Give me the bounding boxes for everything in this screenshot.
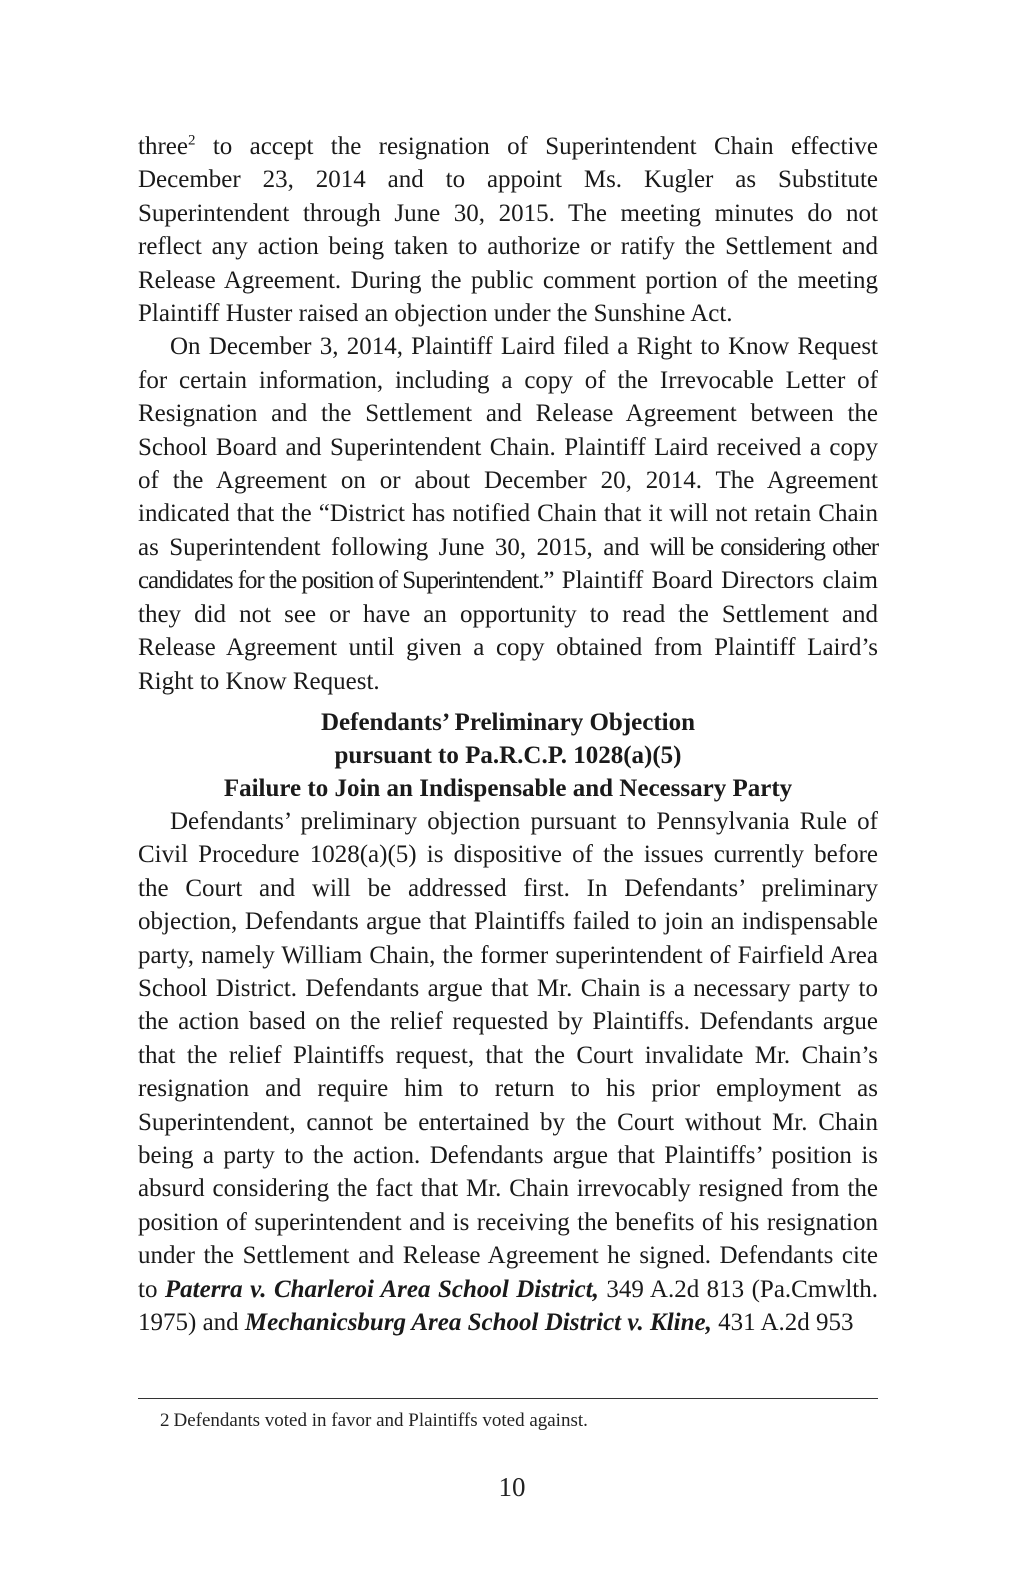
paragraph-text: 431 A.2d 953 (711, 1309, 854, 1336)
heading-line-2: pursuant to Pa.R.C.P. 1028(a)(5) (334, 741, 682, 769)
paragraph-text: Defendants’ preliminary objection pursuant to Pennsylvania Rule of Civil Procedure 1028(a)(5) is dispositive of the issues currently before the Court and will be addressed first. In Defendants’ preliminary objection, Defendants argue that Plaintiffs failed to join an indispensable party, namely William Chain, the former superintendent of Fairfield Area School District. Defendants argue that Mr. Chain is a necessary party to the action based on the relief requested by Plaintiffs. Defendants argue that the relief Plaintiffs request, that the Court invalidate Mr. Chain’s resignation and require him to return to his prior employment as Superintendent, cannot be entertained by the Court without Mr. Chain being a party to the action. Defendants argue that Plaintiffs’ position is absurd considering the fact that Mr. Chain irrevocably resigned from the position of superintendent and is receiving the benefits of his resignation under the Settlement and Release Agreement he signed. Defendants cite to (138, 807, 878, 1303)
paragraph-preliminary-objection (138, 805, 878, 1340)
footnote-number: 2 (160, 1410, 170, 1431)
page-body (138, 130, 878, 1339)
paragraph-text: 349 A.2d 813 (Pa.Cmwlth. 1975) and (138, 1275, 878, 1336)
footnote-marker: 2 (187, 132, 196, 149)
footnote-text: Defendants voted in favor and Plaintiffs voted against. (173, 1410, 588, 1431)
heading-line-1: Defendants’ Preliminary Objection (320, 708, 696, 736)
footnote-divider (138, 1398, 878, 1399)
paragraph-right-to-know (138, 330, 878, 697)
case-citation-paterra: Paterra v. Charleroi Area School District, (164, 1275, 599, 1303)
paragraph-board-vote (138, 130, 878, 330)
case-citation-mechanicsburg: Mechanicsburg Area School District v. Kline, (244, 1309, 712, 1336)
paragraph-lead-word: three (138, 133, 188, 160)
footnote (160, 1410, 588, 1432)
page-number: 10 (498, 1472, 526, 1502)
paragraph-text-condensed: will be considering other candidates for the position of Superintendent.” (138, 533, 878, 595)
heading-line-3: Failure to Join an Indispensable and Necessary Party (223, 774, 793, 802)
section-heading (138, 706, 878, 805)
paragraph-text: On December 3, 2014, Plaintiff Laird filed a Right to Know Request for certain information, including a copy of the Irrevocable Letter of Resignation and the Settlement and Release Agreement between the School Board and Superintendent Chain. Plaintiff Laird received a copy of the Agreement on or about December 20, 2014. The Agreement indicated that the “District has notified Chain that it will not retain Chain as Superintendent following June 30, 2015, and (138, 333, 878, 561)
paragraph-text: to accept the resignation of Superintendent Chain effective December 23, 2014 and to appoint Ms. Kugler as Substitute Superintendent through June 30, 2015. The meeting minutes do not reflect any action being taken to authorize or ratify the Settlement and Release Agreement. During the public comment portion of the meeting Plaintiff Huster raised an objection under the Sunshine Act. (138, 133, 878, 328)
paragraph-text: Plaintiff Board Directors claim they did not see or have an opportunity to read the Settlement and Release Agreement until given a copy obtained from Plaintiff Laird’s Right to Know Request. (138, 567, 878, 695)
